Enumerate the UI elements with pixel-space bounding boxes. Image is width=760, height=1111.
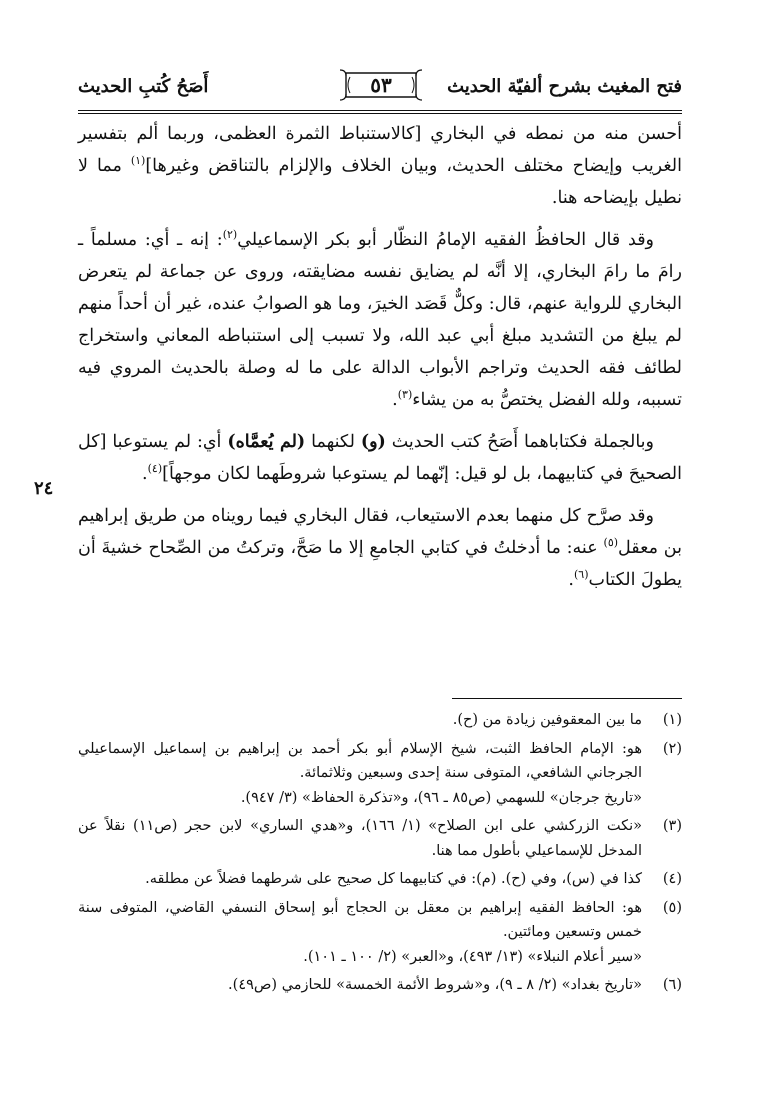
period: . <box>142 464 148 484</box>
footnote-text: «تاريخ جرجان» للسهمي (ص٨٥ ـ ٩٦)، و«تذكرة الحفاظ» (٣/ ٩٤٧). <box>240 789 642 806</box>
footnote-text: كذا في (س)، وفي (ح). (م): في كتابيهما كل صحيح على شرطهما فضلاً عن مطلقه. <box>145 871 642 887</box>
footnote-number: (١) <box>662 712 682 728</box>
footnote-number: (٢) <box>662 740 682 757</box>
page-number-text: ٥٣ <box>370 73 392 97</box>
footnote-text: هو: الإمام الحافظ الثبت، شيخ الإسلام أبو بكر أحمد بن إبراهيم بن إسماعيل الإسماعيلي الجرجاني الشافعي، المتوفى سنة إحدى وسبعين وثلاثمائة. <box>78 740 642 781</box>
margin-number: ٢٤ <box>34 478 54 499</box>
footnote <box>78 708 682 733</box>
paragraph <box>78 500 682 596</box>
footnote-mark: (٥) <box>603 536 619 550</box>
header-rule-top <box>78 110 682 111</box>
paragraph <box>78 118 682 214</box>
footnote-text: هو: الحافظ الفقيه إبراهيم بن معقل بن الحجاج أبو إسحاق النسفي القاضي، المتوفى سنة خمس وتسعين ومائتين. <box>78 899 642 940</box>
paragraph-text: عنه: ما أدخلتُ في كتابي الجامعِ إلا ما صَحَّ، وتركتُ من الصِّحاح خشيةَ أن يطولَ الكتاب <box>78 538 682 590</box>
footnote <box>78 973 682 998</box>
paragraph-text: أي: لم يستوعبا [كل الصحيحَ في كتابيهما، بل لو قيل: إنّهما لم يستوعبا شروطَهما لكان موجهاً] <box>78 432 682 484</box>
footnote-mark: (٣) <box>397 388 413 402</box>
header-rule-bottom <box>78 113 682 114</box>
paragraph-text: وقد قال الحافظُ الفقيه الإمامُ النظّار أبو بكر الإسماعيلي <box>237 230 655 250</box>
paragraph-text: لكنهما <box>305 432 361 452</box>
footnote-number: (٣) <box>662 818 682 834</box>
matn-text: (لم يُعمَّاه) <box>227 432 306 452</box>
footnote <box>78 896 682 970</box>
matn-text: (و) <box>360 432 386 452</box>
footnote-number: (٤) <box>662 871 682 887</box>
footnote-number: (٦) <box>662 977 682 993</box>
footnote-text: «نكت الزركشي على ابن الصلاح» (١/ ١٦٦)، و«هدي الساري» لابن حجر (ص١١) نقلاً عن المدخل للإسماعيلي بأطول مما هنا. <box>78 818 642 859</box>
paragraph-text: : إنه ـ أي: مسلماً ـ رامَ ما رامَ البخاري، إلا أنَّه لم يضايق نفسه مضايقته، وروى عن جماعة لم يتعرض البخاري للرواية عنهم، قال: وكلٌّ قَصَد الخيرَ، وما هو الصوابُ عنده، غير أن أحداً منهم لم يبلغ من التشديد مبلغ أبي عبد الله، ولا تسبب إلى استنباطه المعاني واستخراج لطائف فقه الحديث وتراجم الأبواب الدالة على ما له وصلة بالحديث المروي فيه تسببه، ولله الفضل يختصُّ به من يشاء <box>78 230 682 410</box>
footnote-text: «تاريخ بغداد» (٢/ ٨ ـ ٩)، و«شروط الأئمة الخمسة» للحازمي (ص٤٩). <box>228 977 642 993</box>
paragraph <box>78 224 682 416</box>
footnote-separator <box>452 698 682 699</box>
footnote <box>78 737 682 811</box>
footnote-text: ما بين المعقوفين زيادة من (ح). <box>452 712 642 728</box>
header-chapter-title: أَصَحُ كُتبِ الحديث <box>78 76 209 97</box>
footnote <box>78 814 682 863</box>
footnote-text: «سير أعلام النبلاء» (١٣/ ٤٩٣)، و«العبر» (٢/ ١٠٠ ـ ١٠١). <box>303 948 642 965</box>
period: . <box>568 570 574 590</box>
paragraph-text: وبالجملة فكتاباهما أَصَحُ كتب الحديث <box>385 432 654 452</box>
paragraph <box>78 426 682 490</box>
footnote <box>78 867 682 892</box>
paragraph-text: وقد صرَّح كل منهما بعدم الاستيعاب، فقال البخاري فيما رويناه من طريق إبراهيم بن معقل <box>78 506 682 558</box>
main-text <box>78 118 682 596</box>
period: . <box>392 390 398 410</box>
running-header <box>78 68 682 110</box>
footnote-mark: (١) <box>130 154 146 168</box>
header-book-title: فتح المغيث بشرح ألفيّة الحديث <box>447 76 682 97</box>
footnote-mark: (٢) <box>222 228 238 242</box>
footnote-mark: (٤) <box>147 462 163 476</box>
footnotes <box>78 708 682 1002</box>
page-number <box>336 68 426 102</box>
footnote-mark: (٦) <box>573 568 589 582</box>
paragraph-text: مما لا نطيل بإيضاحه هنا. <box>78 156 682 208</box>
footnote-number: (٥) <box>662 899 682 916</box>
paragraph-text: أحسن منه من نمطه في البخاري [كالاستنباط الثمرة العظمى، وربما ألم بتفسير الغريب وإيضاح مختلف الحديث، وبيان الخلاف والإلزام بالتناقض وغيرها] <box>78 124 682 176</box>
